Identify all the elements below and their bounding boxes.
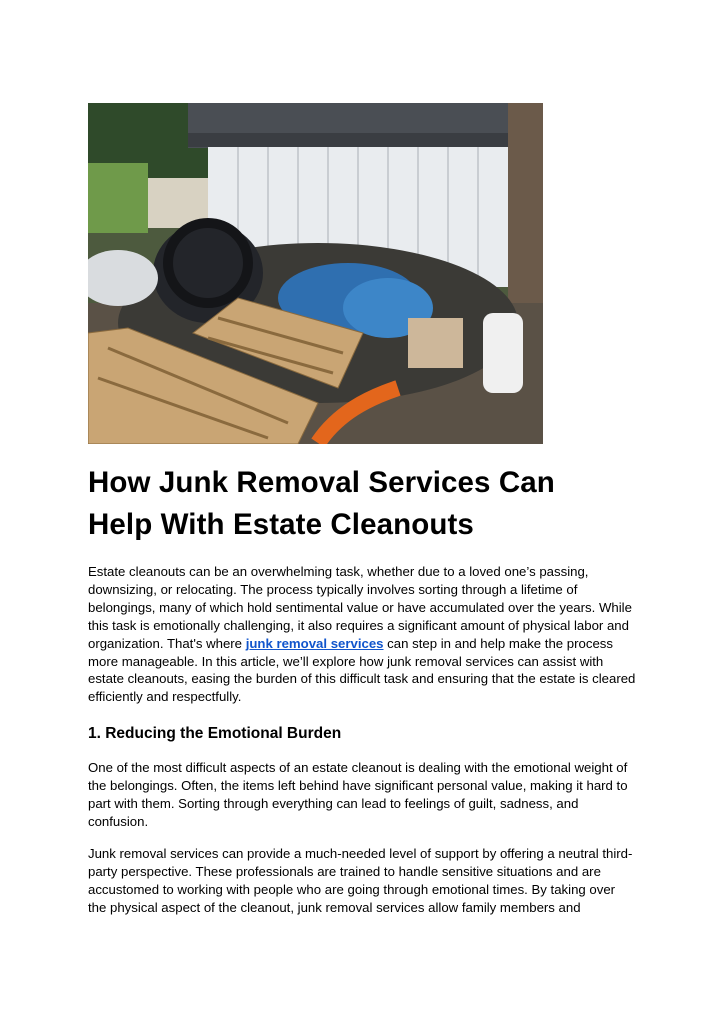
section1-paragraph-2: Junk removal services can provide a much-needed level of support by offering a neutral third-party perspective. These professionals are trained to handle sensitive situations and are accustomed to working with people who are going through emotional times. By taking over the physical aspect of the cleanout, junk removal services allow family members and bbox=[88, 845, 633, 915]
article-title-line-2: Help With Estate Cleanouts bbox=[88, 508, 474, 541]
section-heading-reducing-emotional-burden: 1. Reducing the Emotional Burden bbox=[88, 725, 342, 743]
document-page bbox=[88, 103, 636, 917]
intro-text-before-link: Estate cleanouts can be an overwhelming task, whether due to a loved one’s passing, downsizing, or relocating. The process typically involves sorting through a lifetime of belongings, many of which hold sentimental value or have accumulated over the years. While this task is emotionally challenging, it also requires a significant amount of physical labor and organization. That's where bbox=[88, 564, 632, 651]
junk-pile-illustration bbox=[88, 103, 543, 444]
intro-paragraph bbox=[88, 563, 636, 706]
article-title-line-1: How Junk Removal Services Can bbox=[88, 466, 555, 499]
hero-photo-junk-pile bbox=[88, 103, 543, 444]
article-title bbox=[88, 462, 636, 546]
intro-text-after-link: can step in and help make the process more manageable. In this article, we’ll explore how junk removal services can assist with estate cleanouts, easing the burden of this difficult task and ensuring that the estate is cleared efficiently and respectfully. bbox=[88, 635, 636, 705]
junk-removal-services-link[interactable]: junk removal services bbox=[245, 635, 384, 651]
section1-paragraph-1: One of the most difficult aspects of an estate cleanout is dealing with the emotional weight of the belongings. Often, the items left behind have significant personal value, making it hard to part with them. Sorting through everything can lead to feelings of guilt, sadness, and confusion. bbox=[88, 760, 628, 829]
